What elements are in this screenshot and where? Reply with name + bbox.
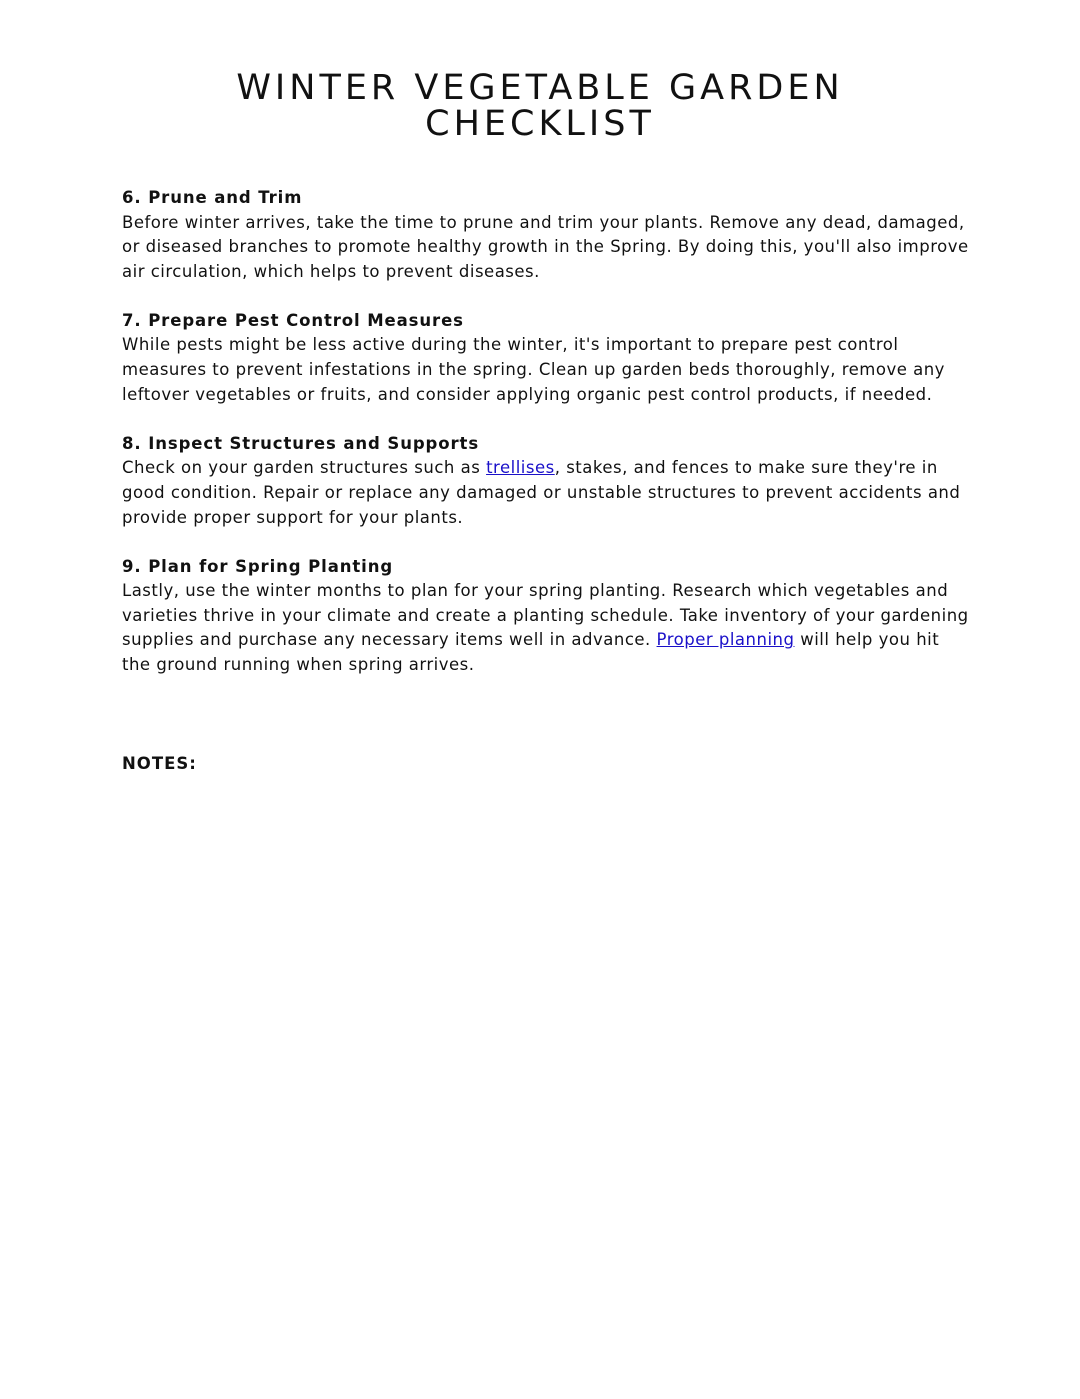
section-inspect-structures (122, 432, 972, 530)
section-body-text: Lastly, use the winter months to plan for your spring planting. Research which vegetables and varieties thrive in your climate and create a planting schedule. Take inventory of your gardening supplies and purchase any necessary items well in advance. (122, 581, 969, 650)
section-spring-planting (122, 555, 972, 678)
notes-label: NOTES: (122, 754, 197, 773)
section-body (122, 579, 972, 677)
checklist-content (122, 186, 972, 702)
section-body-text: Check on your garden structures such as (122, 458, 487, 478)
section-heading: 6. Prune and Trim (122, 188, 303, 207)
section-heading: 7. Prepare Pest Control Measures (122, 310, 464, 330)
section-pest-control (122, 309, 972, 407)
trellises-link[interactable]: trellises (486, 458, 555, 478)
section-body: While pests might be less active during the winter, it's important to prepare pest control measures to prevent infestations in the spring. Clean up garden beds thoroughly, remove any leftover vegetables or fruits, and consider applying organic pest control products, if needed. (122, 335, 945, 404)
proper-planning-link[interactable]: Proper planning (656, 630, 795, 650)
section-heading: 8. Inspect Structures and Supports (122, 433, 480, 453)
section-heading: 9. Plan for Spring Planting (122, 556, 394, 576)
section-body (122, 456, 972, 530)
page-title (0, 70, 1080, 142)
page-title-line-1: WINTER VEGETABLE GARDEN (236, 68, 844, 108)
section-body-text: will help you hit the ground running when spring arrives. (122, 630, 940, 674)
section-body: Before winter arrives, take the time to prune and trim your plants. Remove any dead, damaged, or diseased branches to promote healthy growth in the Spring. By doing this, you'll also improve air circulation, which helps to prevent diseases. (122, 212, 969, 281)
page-title-line-2: CHECKLIST (425, 104, 655, 144)
section-prune-and-trim (122, 186, 972, 284)
section-body-text: , stakes, and fences to make sure they're in good condition. Repair or replace any damaged or unstable structures to prevent accidents and provide proper support for your plants. (122, 458, 961, 527)
